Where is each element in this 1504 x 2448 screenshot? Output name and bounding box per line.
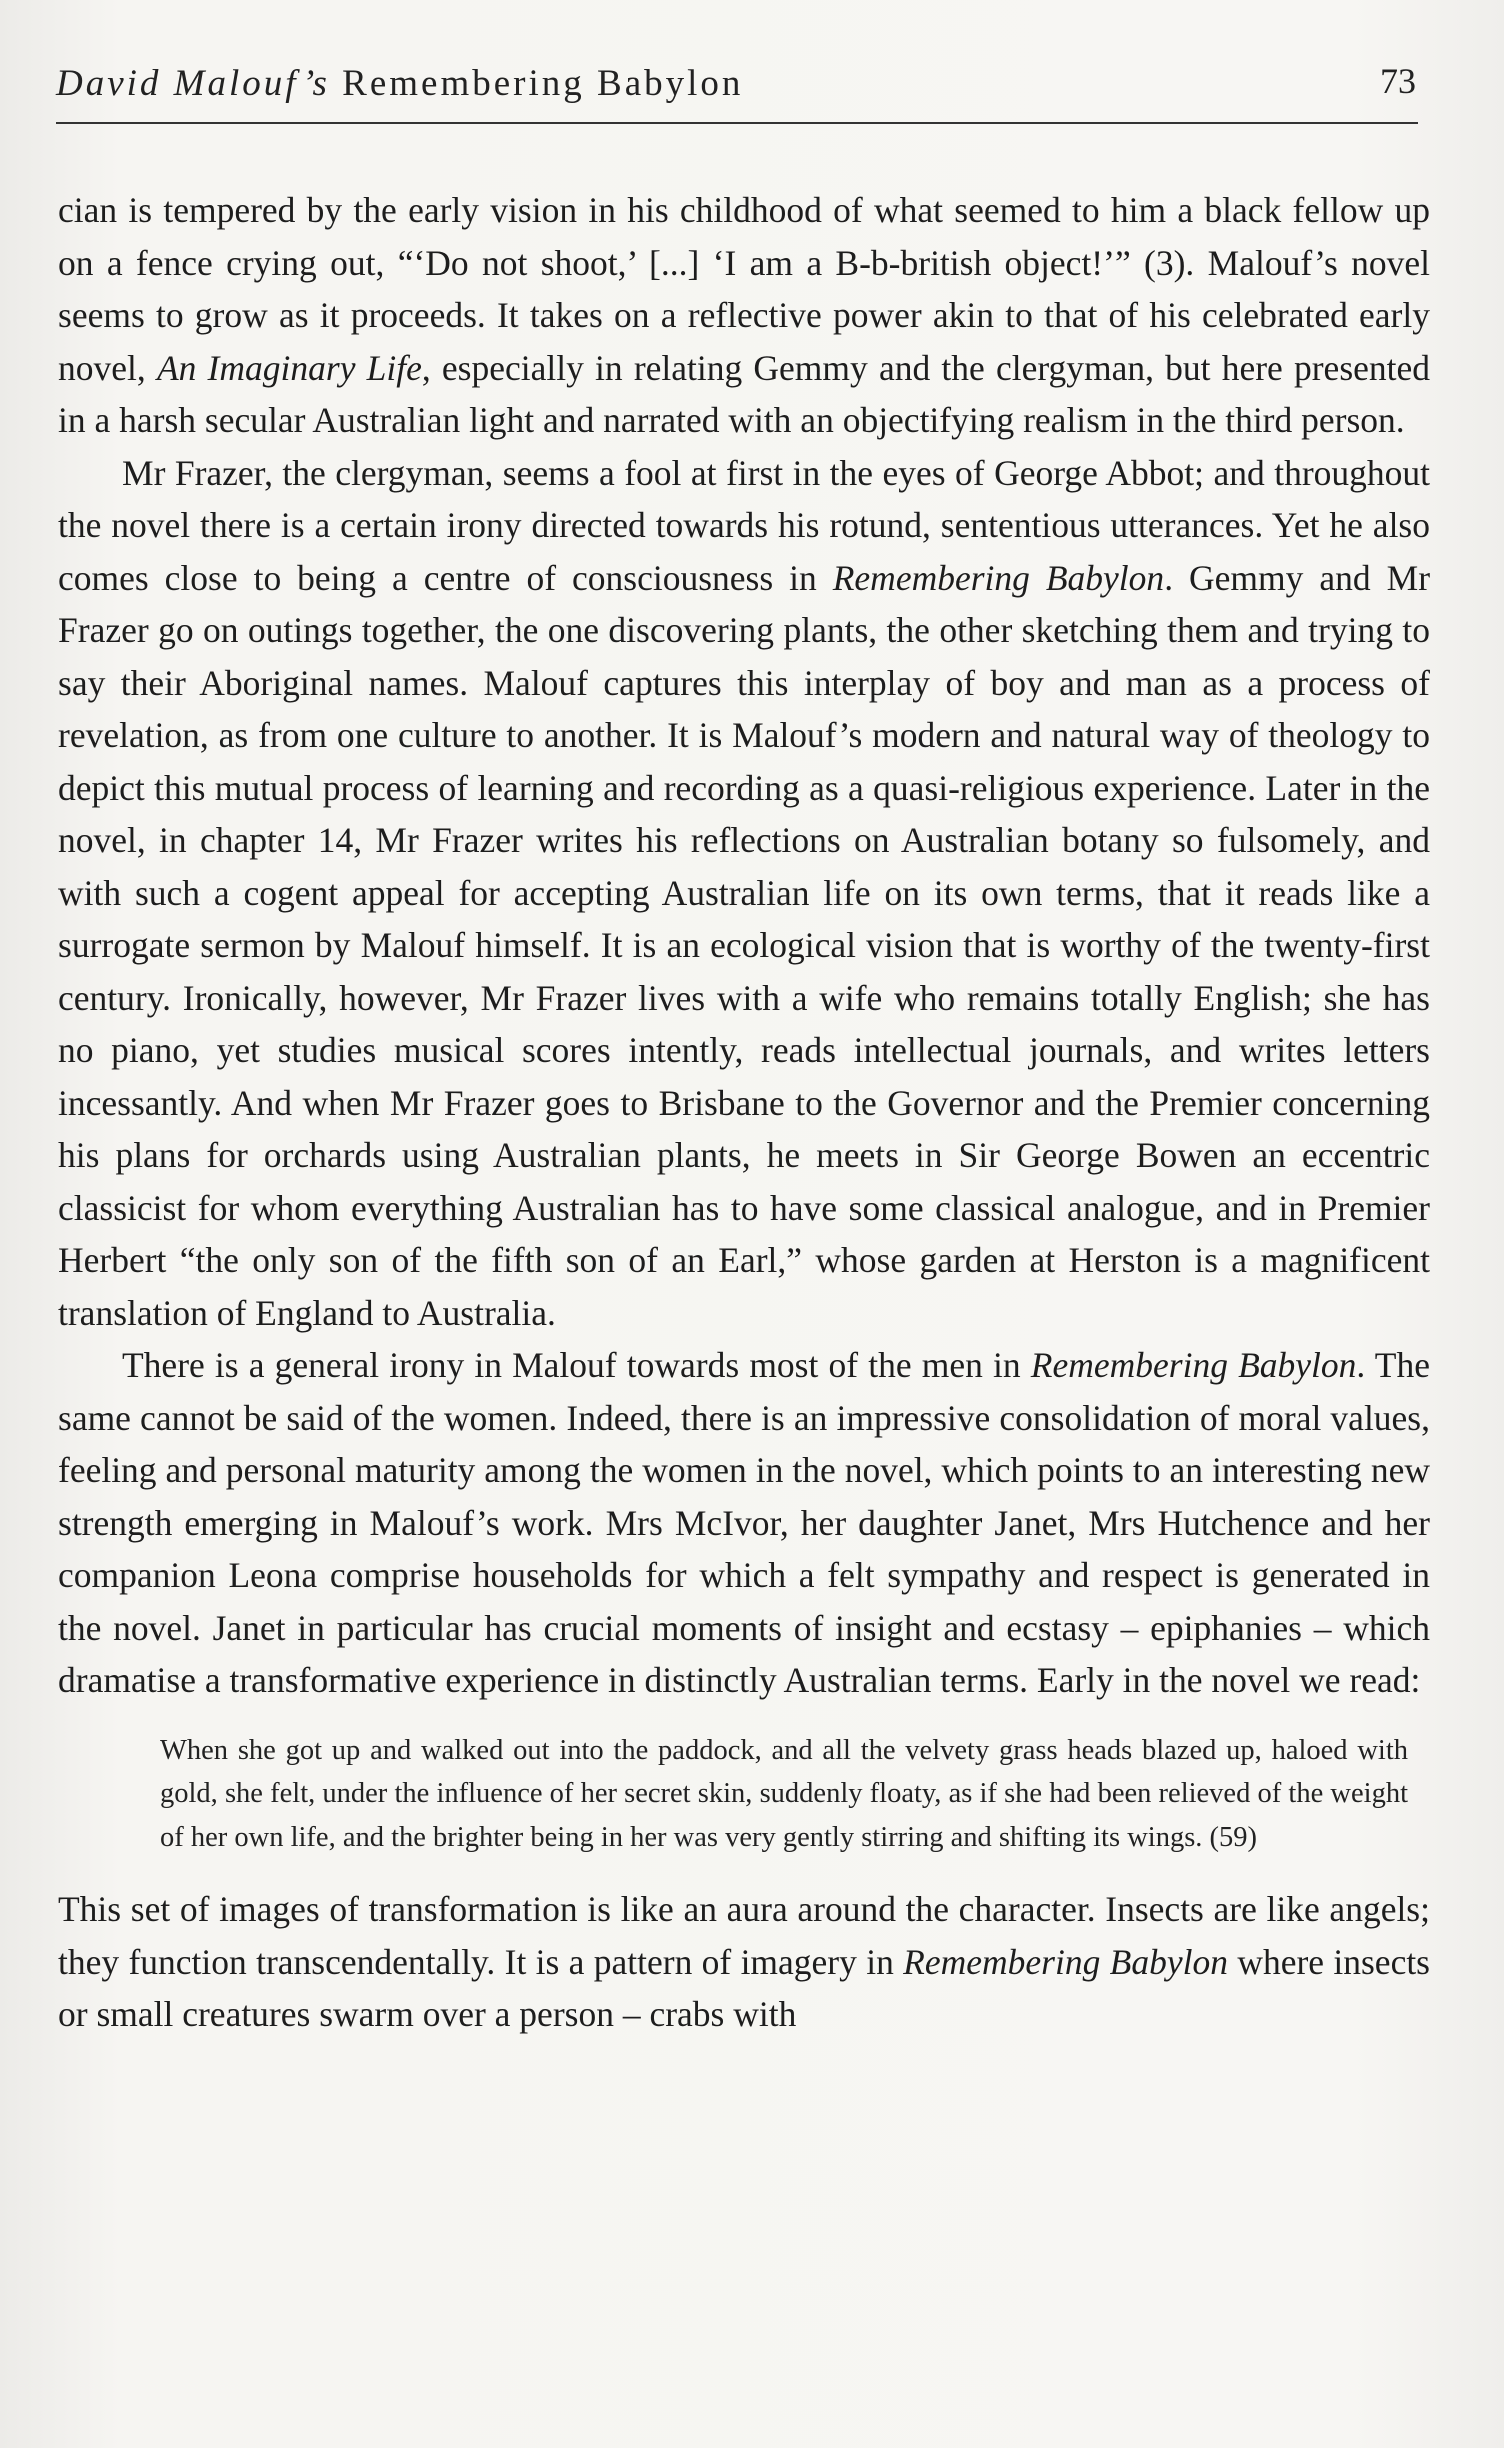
book-title-italic: Remembering Babylon	[903, 1941, 1228, 1982]
book-title-italic: An Imaginary Life	[156, 347, 422, 388]
paragraph-4: This set of images of transformation is like an aura around the character. Insects are like angels; they function transcendentally. It is a pattern of imagery in Remembering Babylon where insects or small creatures swarm over a person – crabs with	[58, 1889, 1431, 2034]
paragraph-1: cian is tempered by the early vision in his childhood of what seemed to him a black fellow up on a fence crying out, “‘Do not shoot,’ [...] ‘I am a B-b-british object!’” (3). Malouf’s novel seems to grow as it proceeds. It takes on a reflective power akin to that of his celebrated early novel, An Imaginary Life, especially in relating Gemmy and the clergyman, but here presented in a harsh secular Australian light and narrated with an objectifying realism in the third person.	[58, 190, 1431, 440]
book-title-italic: Remembering Babylon	[1030, 1345, 1357, 1385]
body-text	[58, 184, 1430, 2041]
running-title-author: David Malouf’s	[56, 63, 330, 104]
header-rule	[56, 122, 1418, 124]
block-quote: When she got up and walked out into the paddock, and all the velvety grass heads blazed up, haloed with gold, she felt, under the influence of her secret skin, suddenly floaty, as if she had been relieved of the weight of her own life, and the brighter being in her was very gently stirring and shifting its wings. (59)	[160, 1734, 1408, 1853]
running-head	[56, 56, 1416, 126]
running-title	[56, 62, 743, 105]
book-title-italic: Remembering Babylon	[832, 557, 1165, 598]
paragraph-3: There is a general irony in Malouf towards most of the men in Remembering Babylon. The same cannot be said of the women. Indeed, there is an impressive consolidation of moral values, feeling and personal maturity among the women in the novel, which points to an interesting new strength emerging in Malouf’s work. Mrs McIvor, her daughter Janet, Mrs Hutchence and her companion Leona comprise households for which a felt sympathy and respect is generated in the novel. Janet in particular has crucial moments of insight and ecstasy – epiphanies – which dramatise a transformative experience in distinctly Australian terms. Early in the novel we read:	[58, 1345, 1430, 1700]
page-number: 73	[1380, 61, 1416, 101]
running-title-work: Remembering Babylon	[342, 63, 744, 104]
paragraph-2: Mr Frazer, the clergyman, seems a fool at first in the eyes of George Abbot; and throughout the novel there is a certain irony directed towards his rotund, sententious utterances. Yet he also comes close to being a centre of consciousness in Remembering Babylon. Gemmy and Mr Frazer go on outings together, the one discovering plants, the other sketching them and trying to say their Aboriginal names. Malouf captures this interplay of boy and man as a process of revelation, as from one culture to another. It is Malouf’s modern and natural way of theology to depict this mutual process of learning and recording as a quasi-religious experience. Later in the novel, in chapter 14, Mr Frazer writes his reflections on Australian botany so fulsomely, and with such a cogent appeal for accepting Australian life on its own terms, that it reads like a surrogate sermon by Malouf himself. It is an ecological vision that is worthy of the twenty-first century. Ironically, however, Mr Frazer lives with a wife who remains totally English; she has no piano, yet studies musical scores intently, reads intellectual journals, and writes letters incessantly. And when Mr Frazer goes to Brisbane to the Governor and the Premier concerning his plans for orchards using Australian plants, he meets in Sir George Bowen an eccentric classicist for whom everything Australian has to have some classical analogue, and in Premier Herbert “the only son of the fifth son of an Earl,” whose garden at Herston is a magnificent translation of England to Australia.	[58, 452, 1431, 1333]
